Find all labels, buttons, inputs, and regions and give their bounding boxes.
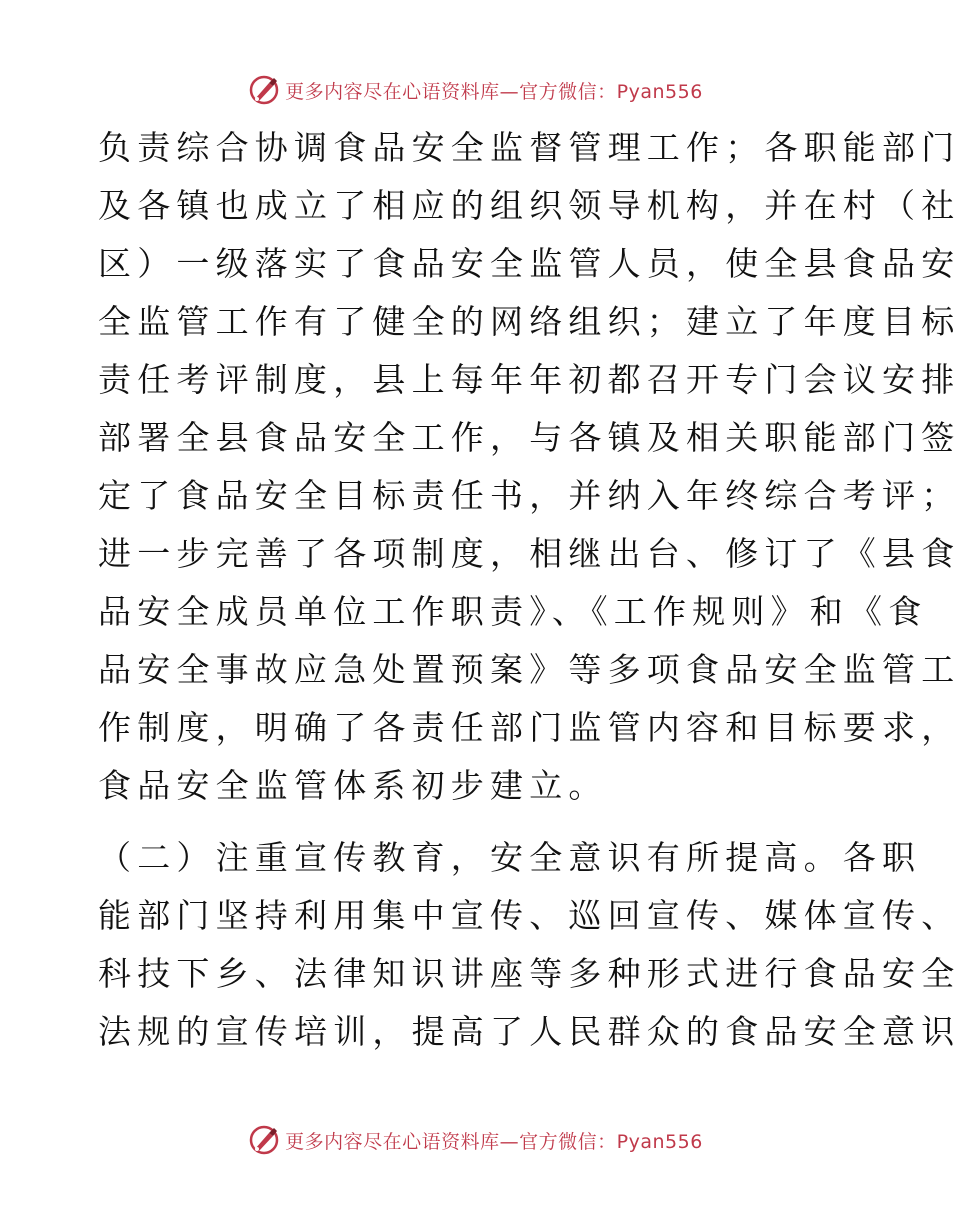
text-line: 作制度，明确了各责任部门监管内容和目标要求， bbox=[98, 708, 960, 747]
text-line: 法规的宣传培训，提高了人民群众的食品安全意识 bbox=[98, 1012, 960, 1051]
banner-text: 更多内容尽在心语资料库—官方微信：Pyan556 bbox=[285, 1130, 703, 1153]
text-line: 负责综合协调食品安全监督管理工作；各职能部门 bbox=[98, 128, 960, 167]
text-line: 全监管工作有了健全的网络组织；建立了年度目标 bbox=[98, 302, 960, 341]
paragraph-1 bbox=[98, 119, 960, 815]
text-line: 能部门坚持利用集中宣传、巡回宣传、媒体宣传、 bbox=[98, 896, 960, 935]
text-line: 进一步完善了各项制度，相继出台、修订了《县食 bbox=[98, 534, 960, 573]
document-body bbox=[98, 119, 960, 1061]
pen-logo-icon bbox=[247, 1123, 281, 1157]
footer-banner bbox=[0, 1122, 950, 1158]
text-line: 区）一级落实了食品安全监管人员，使全县食品安 bbox=[98, 244, 960, 283]
paragraph-spacer bbox=[98, 815, 858, 829]
pen-logo-icon bbox=[247, 73, 281, 107]
paragraph-2 bbox=[98, 829, 960, 1061]
banner-text: 更多内容尽在心语资料库—官方微信：Pyan556 bbox=[285, 80, 703, 103]
text-line: （二）注重宣传教育，安全意识有所提高。各职 bbox=[98, 838, 922, 877]
text-line: 科技下乡、法律知识讲座等多种形式进行食品安全 bbox=[98, 954, 960, 993]
text-line: 及各镇也成立了相应的组织领导机构，并在村（社 bbox=[98, 186, 960, 225]
text-line: 食品安全监管体系初步建立。 bbox=[98, 766, 608, 805]
header-banner bbox=[0, 72, 950, 108]
text-line: 品安全成员单位工作职责》、《工作规则》和《食 bbox=[98, 592, 928, 631]
text-line: 部署全县食品安全工作，与各镇及相关职能部门签 bbox=[98, 418, 960, 457]
text-line: 责任考评制度，县上每年年初都召开专门会议安排 bbox=[98, 360, 960, 399]
text-line: 定了食品安全目标责任书，并纳入年终综合考评； bbox=[98, 476, 960, 515]
text-line: 品安全事故应急处置预案》等多项食品安全监管工 bbox=[98, 650, 960, 689]
